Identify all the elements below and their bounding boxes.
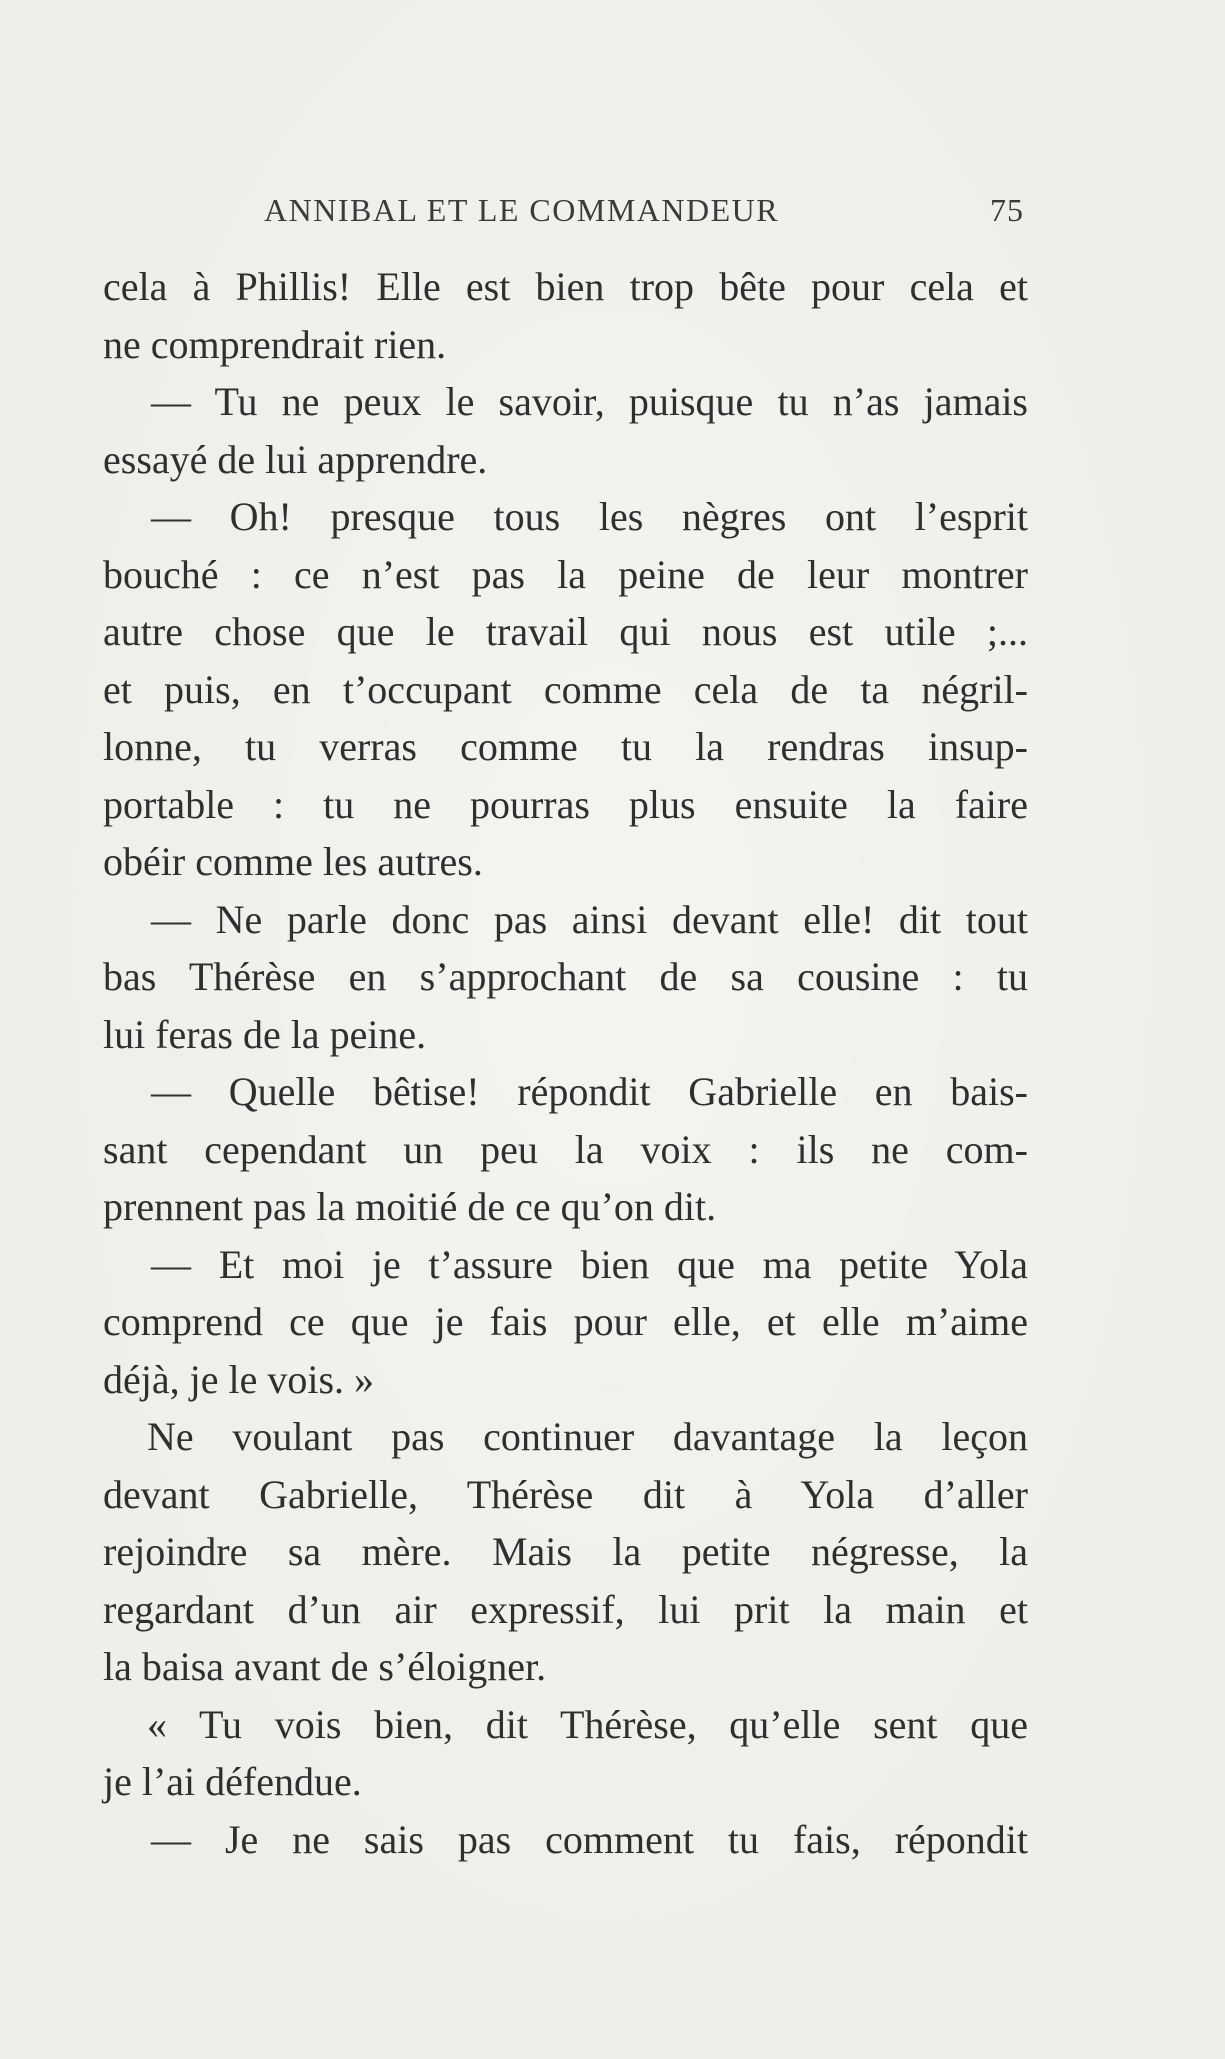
text-line: je l’ai défendue.: [103, 1759, 362, 1804]
text-line: Ne voulant pas continuer davantage la leçon: [147, 1414, 1028, 1459]
text-line: et puis, en t’occupant comme cela de ta négril-: [103, 666, 1028, 712]
text-line: — Ne parle donc pas ainsi devant elle! dit tout: [151, 896, 1028, 942]
text-line: obéir comme les autres.: [103, 839, 483, 884]
text-line: rejoindre sa mère. Mais la petite négresse, la: [103, 1529, 1028, 1574]
text-line: — Je ne sais pas comment tu fais, répondit: [151, 1816, 1028, 1862]
page-number: 75: [990, 192, 1024, 228]
text-line: la baisa avant de s’éloigner.: [103, 1644, 547, 1689]
text-line: comprend ce que je fais pour elle, et elle m’aime: [103, 1299, 1028, 1344]
text-line: bas Thérèse en s’approchant de sa cousine : tu: [103, 954, 1028, 999]
text-line: prennent pas la moitié de ce qu’on dit.: [103, 1184, 717, 1229]
body-text: [103, 258, 1028, 1868]
text-line: — Et moi je t’assure bien que ma petite Yola: [151, 1241, 1028, 1287]
text-line: portable : tu ne pourras plus ensuite la faire: [103, 781, 1028, 827]
text-line: autre chose que le travail qui nous est utile ;...: [103, 609, 1028, 654]
text-line: déjà, je le vois. »: [103, 1356, 375, 1402]
text-line: bouché : ce n’est pas la peine de leur montrer: [103, 551, 1028, 597]
text-line: « Tu vois bien, dit Thérèse, qu’elle sent que: [147, 1701, 1028, 1747]
text-line: — Tu ne peux le savoir, puisque tu n’as jamais: [151, 379, 1028, 424]
text-line: lonne, tu verras comme tu la rendras insup-: [103, 724, 1028, 769]
text-line: — Oh! presque tous les nègres ont l’esprit: [151, 494, 1028, 539]
running-title: ANNIBAL ET LE COMMANDEUR: [264, 192, 780, 228]
text-line: sant cependant un peu la voix : ils ne com-: [103, 1126, 1028, 1172]
text-line: lui feras de la peine.: [103, 1011, 427, 1057]
text-line: — Quelle bêtise! répondit Gabrielle en bais-: [151, 1069, 1028, 1114]
text-line: regardant d’un air expressif, lui prit la main et: [103, 1586, 1028, 1632]
text-line: essayé de lui apprendre.: [103, 436, 488, 482]
text-line: devant Gabrielle, Thérèse dit à Yola d’aller: [103, 1471, 1028, 1517]
text-line: cela à Phillis! Elle est bien trop bête pour cela et: [103, 264, 1028, 309]
text-line: ne comprendrait rien.: [103, 321, 447, 367]
page-header: [264, 192, 1024, 242]
